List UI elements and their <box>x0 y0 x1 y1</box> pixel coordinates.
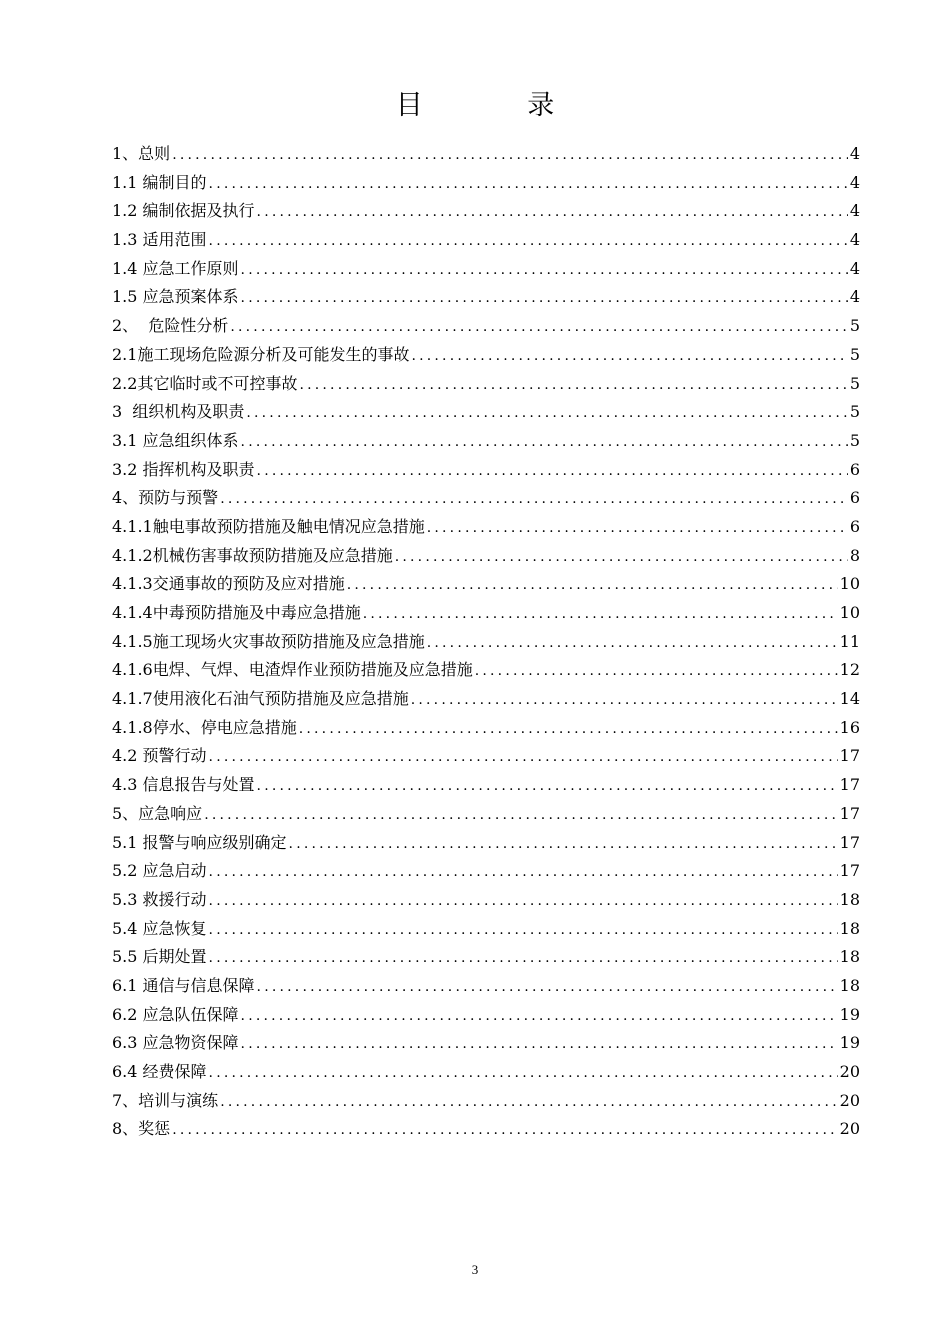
toc-entry-page: 5 <box>849 344 860 364</box>
toc-entry-label: 5.4 应急恢复 <box>112 918 207 938</box>
toc-dot-leader <box>347 571 838 600</box>
toc-entry-page: 17 <box>839 832 860 852</box>
toc-entry-page: 20 <box>839 1090 860 1110</box>
toc-dot-leader <box>363 600 838 629</box>
toc-entry-page: 17 <box>839 803 860 823</box>
toc-entry-label: 4.1.5施工现场火灾事故预防措施及应急措施 <box>112 631 425 651</box>
toc-entry-page: 14 <box>839 689 860 709</box>
toc-dot-leader <box>411 686 838 715</box>
toc-entry[interactable] <box>112 742 860 771</box>
toc-entry-page: 8 <box>849 545 860 565</box>
toc-entry-label: 3 组织机构及职责 <box>112 402 245 422</box>
toc-dot-leader <box>241 428 848 457</box>
toc-entry-page: 4 <box>849 230 860 250</box>
toc-entry-page: 20 <box>839 1119 860 1139</box>
toc-entry-page: 19 <box>839 1033 860 1053</box>
toc-entry-label: 3.1 应急组织体系 <box>112 430 239 450</box>
toc-dot-leader <box>172 1116 837 1145</box>
toc-entry-label: 5.3 救援行动 <box>112 889 207 909</box>
toc-entry-page: 6 <box>849 516 860 536</box>
toc-entry-label: 2.2其它临时或不可控事故 <box>112 373 298 393</box>
toc-dot-leader <box>241 256 848 285</box>
table-of-contents <box>112 140 860 1144</box>
toc-entry-label: 4.3 信息报告与处置 <box>112 775 255 795</box>
toc-entry[interactable] <box>112 570 860 599</box>
toc-entry[interactable] <box>112 628 860 657</box>
toc-entry[interactable] <box>112 714 860 743</box>
toc-entry-page: 5 <box>849 373 860 393</box>
toc-entry-page: 18 <box>839 918 860 938</box>
toc-entry[interactable] <box>112 283 860 312</box>
toc-entry-label: 1.3 适用范围 <box>112 230 207 250</box>
toc-entry-label: 1.5 应急预案体系 <box>112 287 239 307</box>
toc-entry-page: 16 <box>839 717 860 737</box>
toc-entry[interactable] <box>112 915 860 944</box>
toc-entry-label: 3.2 指挥机构及职责 <box>112 459 255 479</box>
toc-entry-label: 5.2 应急启动 <box>112 861 207 881</box>
toc-entry-label: 8、奖惩 <box>112 1119 171 1139</box>
toc-entry-label: 5.5 后期处置 <box>112 947 207 967</box>
toc-entry[interactable] <box>112 771 860 800</box>
toc-entry-page: 20 <box>839 1062 860 1081</box>
toc-dot-leader <box>246 399 847 428</box>
toc-entry-label: 4、预防与预警 <box>112 488 219 508</box>
toc-entry-label: 4.1.6电焊、气焊、电渣焊作业预防措施及应急措施 <box>112 660 473 680</box>
toc-dot-leader <box>209 743 838 772</box>
toc-entry[interactable] <box>112 456 860 485</box>
toc-entry[interactable] <box>112 1001 860 1030</box>
toc-entry-label: 6.1 通信与信息保障 <box>112 975 255 995</box>
toc-dot-leader <box>172 141 848 170</box>
toc-entry-label: 5.1 报警与响应级别确定 <box>112 832 287 852</box>
toc-dot-leader <box>411 342 847 371</box>
toc-entry-label: 4.1.2机械伤害事故预防措施及应急措施 <box>112 545 393 565</box>
toc-entry[interactable] <box>112 140 860 169</box>
toc-entry-label: 1.2 编制依据及执行 <box>112 201 255 221</box>
toc-entry[interactable] <box>112 857 860 886</box>
toc-dot-leader <box>241 1002 838 1031</box>
page-number: 3 <box>471 1262 479 1277</box>
toc-dot-leader <box>257 198 848 227</box>
toc-dot-leader <box>241 284 848 313</box>
toc-entry-page: 19 <box>839 1004 860 1024</box>
toc-entry-label: 4.1.7使用液化石油气预防措施及应急措施 <box>112 689 409 709</box>
toc-entry-page: 12 <box>839 660 860 680</box>
toc-entry-label: 5、应急响应 <box>112 803 203 823</box>
toc-entry-label: 1.4 应急工作原则 <box>112 258 239 278</box>
toc-dot-leader <box>257 973 838 1002</box>
toc-entry[interactable] <box>112 1058 860 1087</box>
toc-entry[interactable] <box>112 341 860 370</box>
toc-entry-label: 1、总则 <box>112 144 171 163</box>
toc-dot-leader <box>257 457 848 486</box>
toc-entry-page: 5 <box>849 430 860 450</box>
toc-dot-leader <box>427 514 848 543</box>
toc-dot-leader <box>395 543 848 572</box>
toc-entry[interactable] <box>112 226 860 255</box>
toc-entry-page: 4 <box>849 172 860 192</box>
toc-entry-page: 4 <box>849 201 860 221</box>
toc-dot-leader <box>241 1030 838 1059</box>
toc-entry-page: 10 <box>839 603 860 622</box>
toc-entry[interactable] <box>112 427 860 456</box>
toc-dot-leader <box>220 485 848 514</box>
toc-entry[interactable] <box>112 1087 860 1116</box>
toc-entry-label: 2.1施工现场危险源分析及可能发生的事故 <box>112 344 410 364</box>
toc-entry[interactable] <box>112 972 860 1001</box>
toc-entry-page: 18 <box>839 947 860 967</box>
toc-dot-leader <box>209 227 848 256</box>
toc-entry-label: 7、培训与演练 <box>112 1090 219 1110</box>
toc-entry[interactable] <box>112 255 860 284</box>
toc-entry-label: 4.1.4中毒预防措施及中毒应急措施 <box>112 603 361 622</box>
toc-entry[interactable] <box>112 484 860 513</box>
toc-entry[interactable] <box>112 370 860 399</box>
toc-dot-leader <box>299 371 847 400</box>
toc-dot-leader <box>289 830 838 859</box>
toc-dot-leader <box>299 715 838 744</box>
toc-entry-page: 5 <box>849 402 860 422</box>
toc-entry-page: 5 <box>849 316 860 336</box>
toc-dot-leader <box>427 629 838 658</box>
toc-entry[interactable] <box>112 886 860 915</box>
toc-dot-leader <box>209 858 838 887</box>
page-title: 目 录 <box>395 90 603 121</box>
toc-entry[interactable] <box>112 943 860 972</box>
toc-entry[interactable] <box>112 513 860 542</box>
toc-dot-leader <box>204 801 837 830</box>
toc-entry-page: 17 <box>839 861 860 881</box>
toc-entry-page: 10 <box>839 574 860 594</box>
toc-entry[interactable] <box>112 800 860 829</box>
toc-dot-leader <box>209 916 838 945</box>
toc-entry[interactable] <box>112 599 860 628</box>
toc-entry-page: 6 <box>849 459 860 479</box>
toc-entry[interactable] <box>112 312 860 341</box>
toc-entry-label: 6.3 应急物资保障 <box>112 1033 239 1053</box>
toc-dot-leader <box>257 772 838 801</box>
toc-entry[interactable] <box>112 656 860 685</box>
toc-entry[interactable] <box>112 398 860 427</box>
toc-entry-label: 2、 危险性分析 <box>112 316 229 336</box>
toc-dot-leader <box>220 1088 837 1117</box>
toc-entry-label: 4.1.8停水、停电应急措施 <box>112 717 297 737</box>
toc-entry-page: 18 <box>839 889 860 909</box>
toc-entry-page: 17 <box>839 775 860 795</box>
toc-entry[interactable] <box>112 169 860 198</box>
toc-entry-label: 1.1 编制目的 <box>112 172 207 192</box>
toc-entry[interactable] <box>112 1029 860 1058</box>
toc-entry-label: 4.1.3交通事故的预防及应对措施 <box>112 574 345 594</box>
toc-entry-label: 6.2 应急队伍保障 <box>112 1004 239 1024</box>
toc-entry[interactable] <box>112 1115 860 1144</box>
toc-entry-label: 4.1.1触电事故预防措施及触电情况应急措施 <box>112 516 425 536</box>
toc-entry-page: 4 <box>849 287 860 307</box>
toc-entry[interactable] <box>112 685 860 714</box>
toc-entry[interactable] <box>112 829 860 858</box>
toc-dot-leader <box>209 944 838 973</box>
toc-dot-leader <box>230 313 847 342</box>
toc-entry[interactable] <box>112 197 860 226</box>
toc-entry[interactable] <box>112 542 860 571</box>
toc-entry-page: 17 <box>839 746 860 766</box>
toc-entry-page: 6 <box>849 488 860 508</box>
toc-entry-page: 11 <box>839 631 860 651</box>
toc-entry-page: 18 <box>839 975 860 995</box>
toc-dot-leader <box>475 657 838 686</box>
toc-entry-label: 6.4 经费保障 <box>112 1062 207 1081</box>
toc-dot-leader <box>209 170 848 199</box>
toc-entry-page: 4 <box>849 258 860 278</box>
toc-entry-label: 4.2 预警行动 <box>112 746 207 766</box>
toc-entry-page: 4 <box>849 144 860 163</box>
toc-dot-leader <box>209 1059 838 1088</box>
toc-dot-leader <box>209 887 838 916</box>
